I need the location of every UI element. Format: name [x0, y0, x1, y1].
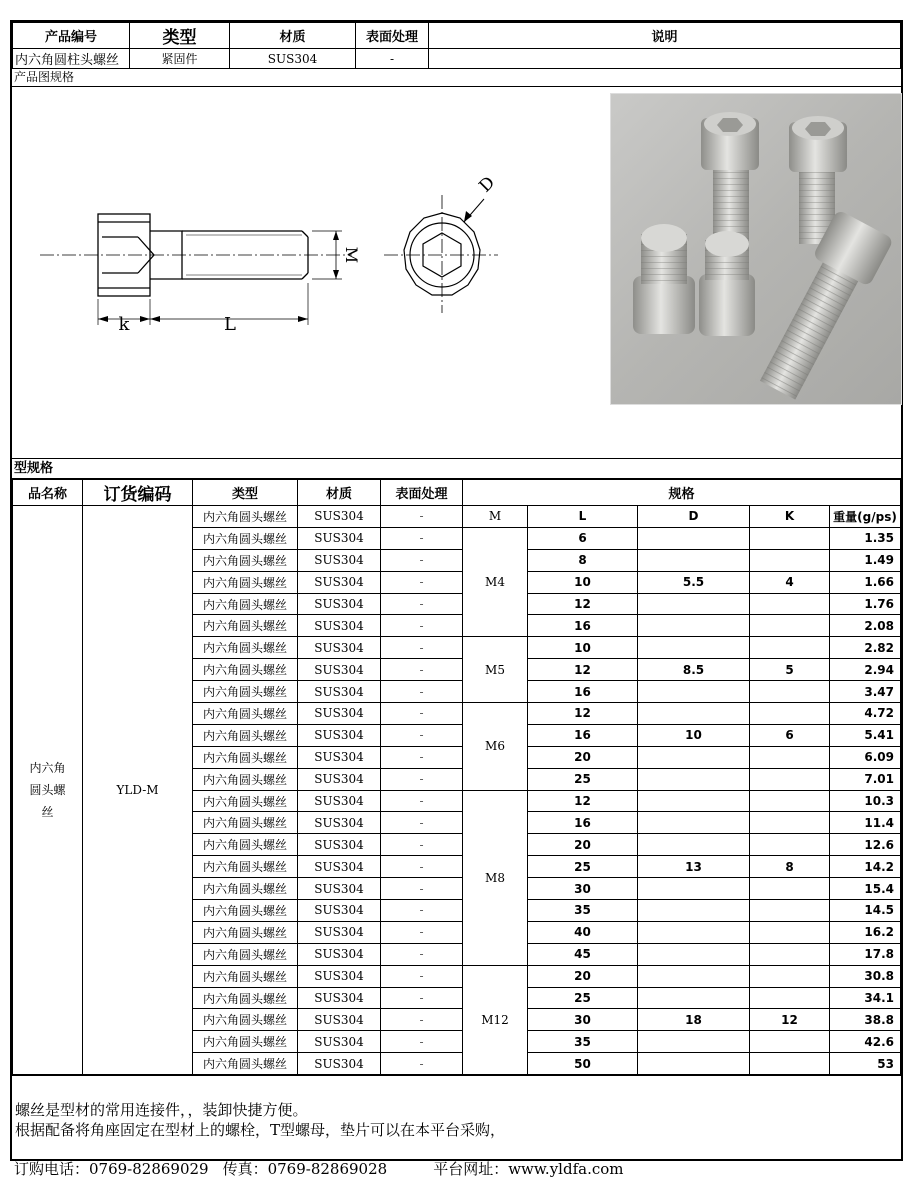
- spec-thread-size: M4: [463, 527, 528, 636]
- spec-weight: 1.76: [830, 593, 901, 615]
- spec-head-diameter: [638, 878, 750, 900]
- spec-weight: 2.08: [830, 615, 901, 637]
- spec-row-surface: -: [381, 943, 463, 965]
- spec-weight: 7.01: [830, 768, 901, 790]
- spec-thread-size: M5: [463, 637, 528, 703]
- spec-head-height: [750, 746, 830, 768]
- spec-row-surface: -: [381, 681, 463, 703]
- spec-length: 25: [528, 987, 638, 1009]
- spec-product-name: [13, 506, 83, 1075]
- spec-head-height: [750, 943, 830, 965]
- spec-length: 16: [528, 681, 638, 703]
- spec-head-diameter: [638, 965, 750, 987]
- product-sheet: [10, 20, 903, 1161]
- spec-row-surface: -: [381, 768, 463, 790]
- spec-head-height: 12: [750, 1009, 830, 1031]
- spec-head-diameter: [638, 703, 750, 725]
- spec-weight: 12.6: [830, 834, 901, 856]
- spec-sub-k: K: [750, 506, 830, 528]
- spec-head-diameter: [638, 943, 750, 965]
- spec-row-type: 内六角圆头螺丝: [193, 1009, 298, 1031]
- technical-drawing: [12, 87, 612, 459]
- spec-weight: 1.35: [830, 527, 901, 549]
- spec-head-diameter: [638, 768, 750, 790]
- spec-head-height: [750, 790, 830, 812]
- spec-head-diameter: [638, 790, 750, 812]
- header-type: 紧固件: [130, 49, 230, 69]
- spec-head-height: [750, 703, 830, 725]
- spec-row-surface: -: [381, 834, 463, 856]
- spec-head-diameter: [638, 921, 750, 943]
- spec-head-height: [750, 1031, 830, 1053]
- spec-row-type: 内六角圆头螺丝: [193, 943, 298, 965]
- spec-row-type: 内六角圆头螺丝: [193, 790, 298, 812]
- spec-weight: 38.8: [830, 1009, 901, 1031]
- spec-weight: 11.4: [830, 812, 901, 834]
- spec-table: [12, 479, 901, 1075]
- spec-head-height: [750, 900, 830, 922]
- spec-row-material: SUS304: [298, 987, 381, 1009]
- spec-col-spec: 规格: [463, 480, 901, 506]
- spec-row-type: 内六角圆头螺丝: [193, 746, 298, 768]
- spec-head-height: [750, 987, 830, 1009]
- spec-row-surface: -: [381, 637, 463, 659]
- spec-row-type: 内六角圆头螺丝: [193, 1053, 298, 1075]
- dim-k-label: k: [118, 314, 130, 335]
- spec-head-diameter: [638, 812, 750, 834]
- spec-length: 20: [528, 746, 638, 768]
- spec-col-type: 类型: [193, 480, 298, 506]
- dim-l-label: L: [224, 314, 236, 335]
- spec-row-type: 内六角圆头螺丝: [193, 659, 298, 681]
- notes-line-2: 根据配备将角座固定在型材上的螺栓，T型螺母，垫片可以在本平台采购，: [15, 1121, 506, 1140]
- spec-row-material: SUS304: [298, 790, 381, 812]
- spec-row-type: 内六角圆头螺丝: [193, 900, 298, 922]
- spec-row-surface: -: [381, 987, 463, 1009]
- header-col-desc: 说明: [429, 23, 901, 49]
- spec-weight: 14.2: [830, 856, 901, 878]
- dim-d-label: D: [475, 172, 500, 197]
- header-code: 内六角圆柱头螺丝: [13, 49, 130, 69]
- spec-row-material: SUS304: [298, 834, 381, 856]
- header-col-code: 产品编号: [13, 23, 130, 49]
- spec-row-material: SUS304: [298, 681, 381, 703]
- spec-length: 10: [528, 637, 638, 659]
- footer: [14, 1158, 624, 1179]
- dim-m-label: M: [342, 246, 361, 264]
- spec-row-material: SUS304: [298, 724, 381, 746]
- spec-weight: 2.82: [830, 637, 901, 659]
- spec-length: 20: [528, 965, 638, 987]
- spec-row-type: 内六角圆头螺丝: [193, 768, 298, 790]
- spec-weight: 34.1: [830, 987, 901, 1009]
- spec-weight: 1.66: [830, 571, 901, 593]
- spec-row-surface: -: [381, 965, 463, 987]
- spec-head-height: 5: [750, 659, 830, 681]
- spec-head-height: [750, 593, 830, 615]
- spec-product-name-line: 内六角: [29, 761, 66, 776]
- spec-row-material: SUS304: [298, 637, 381, 659]
- drawing-area: [12, 87, 901, 459]
- notes-line-1: 螺丝是型材的常用连接件，，装卸快捷方便。: [15, 1101, 308, 1120]
- spec-weight: 14.5: [830, 900, 901, 922]
- spec-head-diameter: 18: [638, 1009, 750, 1031]
- spec-row-surface: -: [381, 571, 463, 593]
- spec-row-type: 内六角圆头螺丝: [193, 527, 298, 549]
- spec-head-height: [750, 527, 830, 549]
- spec-sub-d: D: [638, 506, 750, 528]
- spec-row-type: 内六角圆头螺丝: [193, 615, 298, 637]
- spec-row-material: SUS304: [298, 703, 381, 725]
- spec-length: 16: [528, 812, 638, 834]
- spec-row-material: SUS304: [298, 506, 381, 528]
- spec-row-surface: -: [381, 506, 463, 528]
- spec-thread-size: M8: [463, 790, 528, 965]
- spec-length: 8: [528, 549, 638, 571]
- spec-length: 16: [528, 615, 638, 637]
- spec-weight: 10.3: [830, 790, 901, 812]
- spec-product-name-line: 丝: [41, 805, 54, 820]
- spec-length: 20: [528, 834, 638, 856]
- spec-row-material: SUS304: [298, 812, 381, 834]
- spec-head-height: [750, 615, 830, 637]
- spec-head-height: 8: [750, 856, 830, 878]
- spec-head-diameter: [638, 593, 750, 615]
- spec-row-type: 内六角圆头螺丝: [193, 987, 298, 1009]
- spec-head-diameter: [638, 746, 750, 768]
- spec-head-height: [750, 549, 830, 571]
- spec-row-surface: -: [381, 703, 463, 725]
- spec-row-surface: -: [381, 1053, 463, 1075]
- spec-row-material: SUS304: [298, 768, 381, 790]
- spec-head-diameter: 10: [638, 724, 750, 746]
- spec-row-surface: -: [381, 659, 463, 681]
- spec-head-height: 6: [750, 724, 830, 746]
- spec-head-diameter: [638, 1053, 750, 1075]
- spec-weight: 16.2: [830, 921, 901, 943]
- spec-row-material: SUS304: [298, 1031, 381, 1053]
- spec-weight: 53: [830, 1053, 901, 1075]
- spec-row-type: 内六角圆头螺丝: [193, 549, 298, 571]
- spec-head-height: [750, 812, 830, 834]
- spec-row-type: 内六角圆头螺丝: [193, 571, 298, 593]
- spec-sub-m: M: [463, 506, 528, 528]
- spec-row-material: SUS304: [298, 921, 381, 943]
- spec-row-surface: -: [381, 746, 463, 768]
- spec-weight: 17.8: [830, 943, 901, 965]
- spec-row-material: SUS304: [298, 965, 381, 987]
- spec-length: 50: [528, 1053, 638, 1075]
- spec-row-type: 内六角圆头螺丝: [193, 834, 298, 856]
- spec-row-type: 内六角圆头螺丝: [193, 593, 298, 615]
- spec-row-surface: -: [381, 615, 463, 637]
- spec-head-height: [750, 768, 830, 790]
- spec-weight: 15.4: [830, 878, 901, 900]
- spec-row-type: 内六角圆头螺丝: [193, 965, 298, 987]
- spec-head-diameter: [638, 834, 750, 856]
- spec-row-material: SUS304: [298, 549, 381, 571]
- spec-head-diameter: [638, 549, 750, 571]
- spec-weight: 1.49: [830, 549, 901, 571]
- spec-head-diameter: [638, 900, 750, 922]
- spec-head-height: [750, 921, 830, 943]
- spec-head-height: [750, 1053, 830, 1075]
- spec-row-type: 内六角圆头螺丝: [193, 724, 298, 746]
- header-col-type: 类型: [130, 23, 230, 49]
- drawing-section-label: 产品图规格: [12, 69, 901, 87]
- spec-length: 35: [528, 1031, 638, 1053]
- spec-row-type: 内六角圆头螺丝: [193, 812, 298, 834]
- spec-head-diameter: [638, 527, 750, 549]
- spec-length: 12: [528, 593, 638, 615]
- spec-row-material: SUS304: [298, 1009, 381, 1031]
- spec-row-surface: -: [381, 856, 463, 878]
- spec-row-material: SUS304: [298, 943, 381, 965]
- spec-row-type: 内六角圆头螺丝: [193, 681, 298, 703]
- spec-row-surface: -: [381, 593, 463, 615]
- spec-sub-l: L: [528, 506, 638, 528]
- spec-head-diameter: [638, 615, 750, 637]
- spec-section-label: 型规格: [12, 459, 901, 479]
- spec-head-height: [750, 834, 830, 856]
- spec-row-surface: -: [381, 549, 463, 571]
- spec-thread-size: M12: [463, 965, 528, 1074]
- spec-row-material: SUS304: [298, 571, 381, 593]
- spec-row-surface: -: [381, 878, 463, 900]
- spec-weight: 2.94: [830, 659, 901, 681]
- spec-head-height: [750, 681, 830, 703]
- footer-fax: 传真：0769-82869028: [222, 1160, 388, 1178]
- product-photo: [610, 93, 902, 405]
- spec-row-material: SUS304: [298, 746, 381, 768]
- bolts-photo-illustration: [611, 94, 902, 405]
- spec-col-name: 品名称: [13, 480, 83, 506]
- spec-row-material: SUS304: [298, 900, 381, 922]
- spec-row-surface: -: [381, 921, 463, 943]
- spec-length: 6: [528, 527, 638, 549]
- spec-head-height: [750, 878, 830, 900]
- spec-row-type: 内六角圆头螺丝: [193, 703, 298, 725]
- spec-length: 25: [528, 768, 638, 790]
- spec-row-surface: -: [381, 812, 463, 834]
- spec-row-type: 内六角圆头螺丝: [193, 921, 298, 943]
- spec-length: 45: [528, 943, 638, 965]
- spec-row-surface: -: [381, 1031, 463, 1053]
- header-material: SUS304: [230, 49, 356, 69]
- spec-length: 30: [528, 1009, 638, 1031]
- header-surface: -: [356, 49, 429, 69]
- spec-weight: 3.47: [830, 681, 901, 703]
- spec-col-surface: 表面处理: [381, 480, 463, 506]
- spec-head-diameter: [638, 1031, 750, 1053]
- spec-row-material: SUS304: [298, 856, 381, 878]
- spec-row-surface: -: [381, 527, 463, 549]
- spec-head-diameter: [638, 681, 750, 703]
- header-desc: [429, 49, 901, 69]
- spec-product-name-line: 圆头螺: [29, 783, 66, 798]
- spec-weight: 30.8: [830, 965, 901, 987]
- header-table: [12, 22, 901, 69]
- spec-row-material: SUS304: [298, 615, 381, 637]
- spec-length: 10: [528, 571, 638, 593]
- spec-row-material: SUS304: [298, 593, 381, 615]
- spec-weight: 5.41: [830, 724, 901, 746]
- footer-site: 平台网址：www.yldfa.com: [433, 1160, 624, 1178]
- footer-phone: 订购电话：0769-82869029: [14, 1160, 209, 1178]
- spec-weight: 6.09: [830, 746, 901, 768]
- spec-row-type: 内六角圆头螺丝: [193, 637, 298, 659]
- spec-length: 35: [528, 900, 638, 922]
- spec-head-diameter: 8.5: [638, 659, 750, 681]
- spec-row-material: SUS304: [298, 659, 381, 681]
- spec-row-type: 内六角圆头螺丝: [193, 856, 298, 878]
- spec-length: 30: [528, 878, 638, 900]
- spec-row-type: 内六角圆头螺丝: [193, 506, 298, 528]
- spec-length: 12: [528, 703, 638, 725]
- spec-head-height: 4: [750, 571, 830, 593]
- spec-row-surface: -: [381, 790, 463, 812]
- spec-row-surface: -: [381, 900, 463, 922]
- spec-length: 12: [528, 659, 638, 681]
- header-col-surface: 表面处理: [356, 23, 429, 49]
- spec-row-surface: -: [381, 1009, 463, 1031]
- spec-order-code: YLD-M: [83, 506, 193, 1075]
- spec-thread-size: M6: [463, 703, 528, 791]
- spec-head-height: [750, 637, 830, 659]
- spec-row-material: SUS304: [298, 878, 381, 900]
- spec-head-diameter: [638, 987, 750, 1009]
- spec-weight: 4.72: [830, 703, 901, 725]
- spec-length: 12: [528, 790, 638, 812]
- spec-row-type: 内六角圆头螺丝: [193, 878, 298, 900]
- spec-row-material: SUS304: [298, 527, 381, 549]
- notes-block: [12, 1075, 901, 1159]
- spec-head-height: [750, 965, 830, 987]
- spec-head-diameter: 13: [638, 856, 750, 878]
- spec-length: 25: [528, 856, 638, 878]
- spec-sub-weight: 重量(g/ps): [830, 506, 901, 528]
- spec-col-order: 订货编码: [83, 480, 193, 506]
- spec-head-diameter: 5.5: [638, 571, 750, 593]
- spec-length: 16: [528, 724, 638, 746]
- spec-row-material: SUS304: [298, 1053, 381, 1075]
- spec-head-diameter: [638, 637, 750, 659]
- spec-row-surface: -: [381, 724, 463, 746]
- spec-weight: 42.6: [830, 1031, 901, 1053]
- header-col-material: 材质: [230, 23, 356, 49]
- spec-length: 40: [528, 921, 638, 943]
- spec-col-material: 材质: [298, 480, 381, 506]
- spec-row-type: 内六角圆头螺丝: [193, 1031, 298, 1053]
